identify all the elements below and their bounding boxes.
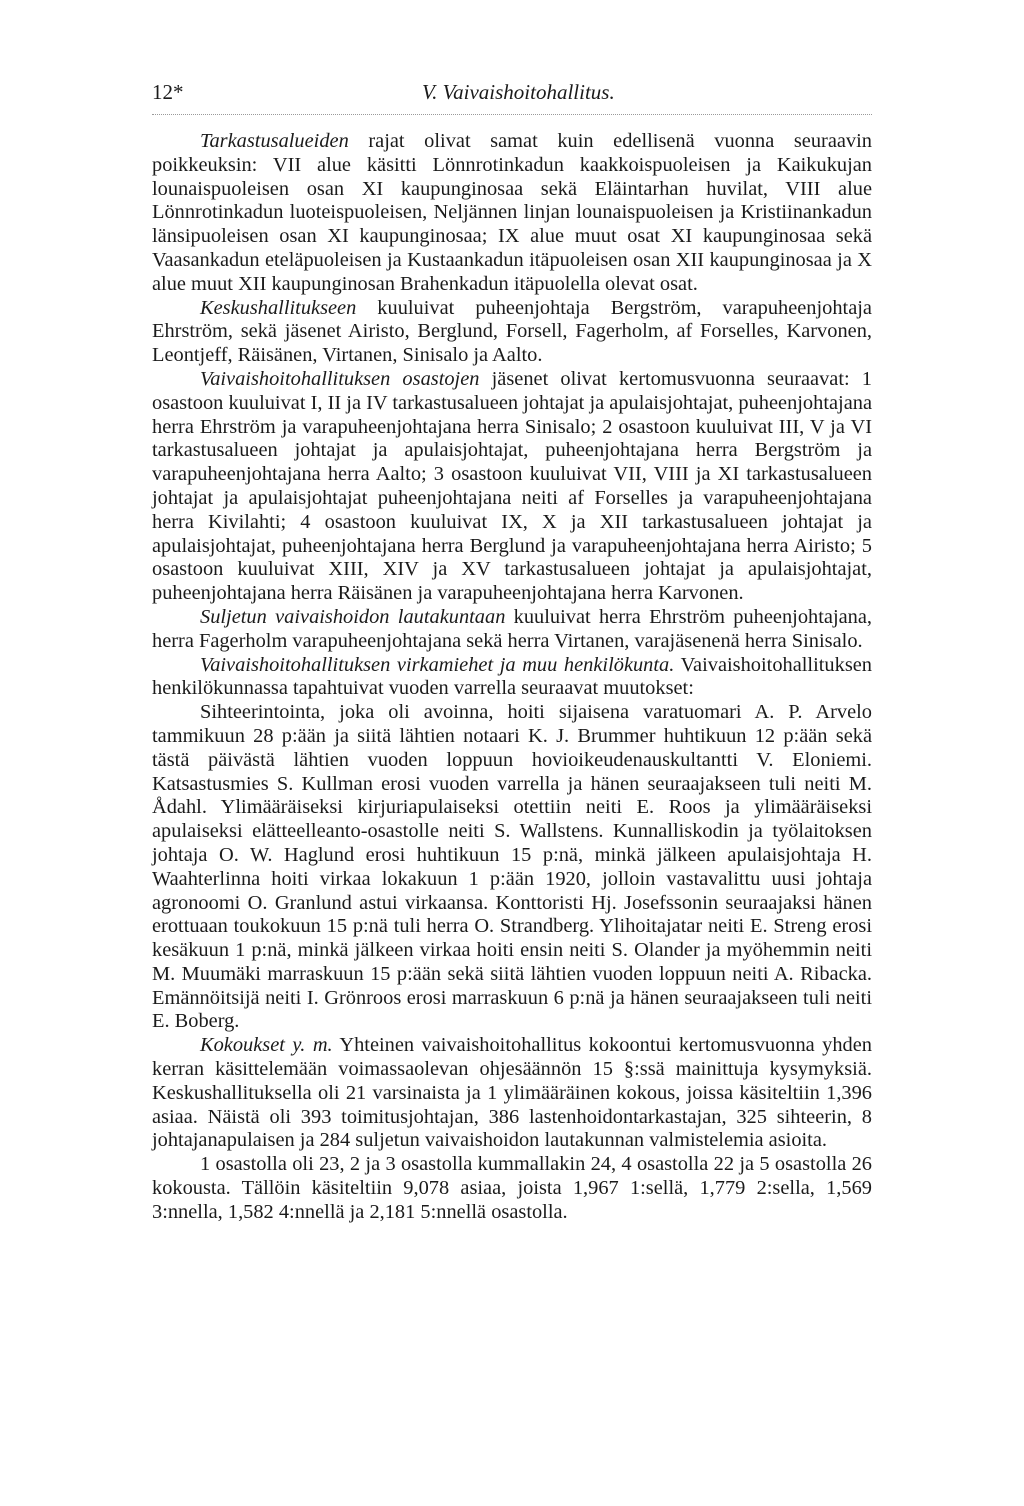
paragraph-central-board [152, 297, 872, 368]
paragraph-department-meetings [152, 1153, 872, 1224]
page-number: 12* [152, 80, 184, 104]
paragraph-text: Vaivaishoitohallituksen henkilökunnassa tapahtuivat vuoden varrella seuraavat muutokset: [152, 653, 872, 700]
paragraph-text: jäsenet olivat kertomusvuonna seuraavat: 1 osastoon kuuluivat I, II ja IV tarkastusalueen johtajat ja apulaisjohtajat, puheenjohtajana herra Ehrström ja varapuheenjohtajana herra Sinisalo; 2 osastoon kuuluivat III, V ja VI tarkastusalueen johtajat ja apulaisjohtajat, puheenjohtajana herra Bergström ja varapuheenjohtajana herra Aalto; 3 osastoon kuuluivat VII, VIII ja XI tarkastusalueen johtajat ja apulaisjohtajat puheenjohtajana neiti af Forselles ja varapuheenjohtajana herra Kivilahti; 4 osastoon kuuluivat IX, X ja XII tarkastusalueen johtajat ja apulaisjohtajat, puheenjohtajana herra Berglund ja varapuheenjohtajana herra Airisto; 5 osastoon kuuluivat XIII, XIV ja XV tarkastusalueen johtajat ja apulaisjohtajat, puheenjohtajana herra Räisänen ja varapuheenjohtajana herra Karvonen. [152, 367, 872, 605]
paragraph-lead: Vaivaishoitohallituksen virkamiehet ja muu henkilökunta. [200, 653, 675, 676]
paragraph-text: kuuluivat puheenjohtaja Bergström, varapuheenjohtaja Ehrström, sekä jäsenet Airisto, Berglund, Forsell, Fagerholm, af Forselles, Karvonen, Leontjeff, Räisänen, Virtanen, Sinisalo ja Aalto. [152, 296, 872, 367]
paragraph-staff [152, 654, 872, 702]
paragraph-lead: Suljetun vaivaishoidon lautakuntaan [200, 605, 506, 628]
paragraph-meetings [152, 1034, 872, 1153]
paragraph-lead: Kokoukset y. m. [200, 1034, 333, 1057]
paragraph-text: rajat olivat samat kuin edellisenä vuonna seuraavin poikkeuksin: VII alue käsitti Lönnrotinkadun kaakkoispuoleisen ja Kaikukujan lounaispuoleisen osan XI kaupunginosaa sekä Eläintarhan huvilat, VIII alue Lönnrotinkadun luoteispuoleisen, Neljännen linjan lounaispuoleisen ja Kristiinankadun länsipuoleisen osan XI kaupunginosaa; IX alue muut osat XI kaupunginosaa sekä Vaasankadun eteläpuoleisen ja Kustaankadun itäpuoleisen osan XII kaupunginosaa ja X alue muut XII kaupunginosan Brahenkadun itäpuolella olevat osat. [152, 130, 872, 295]
paragraph-closed-care-committee [152, 606, 872, 654]
paragraph-staff-changes [152, 701, 872, 1034]
running-title: V. Vaivaishoitohallitus. [422, 80, 615, 104]
paragraph-inspection-areas [152, 130, 872, 297]
paragraph-text: Sihteerintointa, joka oli avoinna, hoiti sijaisena varatuomari A. P. Arvelo tammikuun 28 p:ään ja siitä lähtien notaari K. J. Brummer huhtikuun 12 p:ään sekä tästä päivästä lähtien vuoden loppuun hovioikeudenauskultantti V. Eloniemi. Katsastusmies S. Kullman erosi vuoden varrella ja hänen seuraajakseen tuli neiti M. Ådahl. Ylimääräiseksi kirjuriapulaiseksi otettiin neiti E. Roos ja ylimääräiseksi apulaiseksi elätteelleanto-osastolle neiti S. Wallstens. Kunnalliskodin ja työlaitoksen johtaja O. W. Haglund erosi huhtikuun 15 p:nä, minkä jälkeen apulaisjohtaja H. Waahterlinna hoiti virkaa lokakuun 1 p:ään 1920, jolloin vastavalittu uusi johtaja agronoomi O. Granlund astui virkaansa. Konttoristi Hj. Josefssonin seuraajaksi hänen erottuaan toukokuun 15 p:nä tuli herra O. Strandberg. Ylihoitajatar neiti E. Streng erosi kesäkuun 1 p:nä, minkä jälkeen virkaa hoiti ensin neiti S. Olander ja myöhemmin neiti M. Muumäki marraskuun 15 p:ään sekä siitä lähtien vuoden loppuun neiti A. Ribacka. Emännöitsijä neiti I. Grönroos erosi marraskuun 6 p:nä ja hänen seuraajakseen tuli neiti E. Boberg. [152, 701, 872, 1033]
header-rule [152, 114, 872, 115]
paragraph-departments [152, 368, 872, 606]
paragraph-lead: Tarkastusalueiden [200, 130, 349, 152]
page-header [152, 80, 872, 116]
paragraph-text: Yhteinen vaivaishoitohallitus kokoontui kertomusvuonna yhden kerran käsittelemään voimassaolevan ohjesäännön 15 §:ssä mainittuja kysymyksiä. Keskushallituksella oli 21 varsinaista ja 1 ylimääräinen kokous, joissa käsiteltiin 1,396 asiaa. Näistä oli 393 toimitusjohtajan, 386 lastenhoidontarkastajan, 325 sihteerin, 8 johtajanapulaisen ja 284 suljetun vaivaishoidon lautakunnan valmistelemia asioita. [152, 1034, 872, 1152]
paragraph-lead: Vaivaishoitohallituksen osastojen [200, 367, 480, 390]
body-text [152, 130, 872, 1225]
paragraph-text: 1 osastolla oli 23, 2 ja 3 osastolla kummallakin 24, 4 osastolla 22 ja 5 osastolla 26 kokousta. Tällöin käsiteltiin 9,078 asiaa, joista 1,967 1:sellä, 1,779 2:sella, 1,569 3:nnella, 1,582 4:nnellä ja 2,181 5:nnellä osastolla. [152, 1153, 872, 1223]
paragraph-lead: Keskushallitukseen [200, 296, 357, 319]
paragraph-text: kuuluivat herra Ehrström puheenjohtajana, herra Fagerholm varapuheenjohtajana sekä herra Virtanen, varajäsenenä herra Sinisalo. [152, 605, 872, 652]
